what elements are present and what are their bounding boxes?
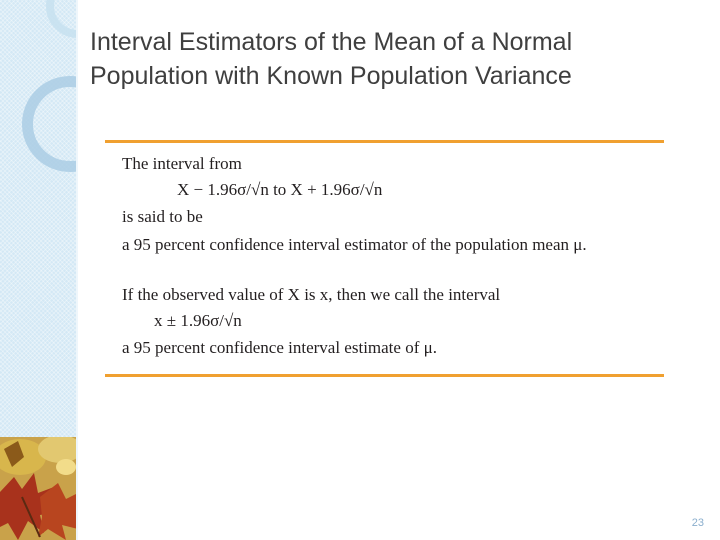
decorative-sidebar	[0, 0, 78, 540]
decorative-ring-large	[22, 76, 78, 172]
content-line-1: The interval from	[122, 154, 242, 173]
sidebar-edge	[76, 0, 78, 540]
top-divider	[105, 140, 664, 143]
content-line-4: a 95 percent confidence interval estimator of the population mean μ.	[122, 235, 587, 254]
content-line-7: a 95 percent confidence interval estimate of μ.	[122, 338, 437, 357]
content-line-5: If the observed value of X is x, then we call the interval	[122, 285, 501, 304]
decorative-ring-small	[46, 0, 78, 38]
autumn-leaves-image	[0, 437, 78, 540]
content-line-2: X − 1.96σ/√n to X + 1.96σ/√n	[177, 180, 383, 199]
slide-title: Interval Estimators of the Mean of a Normal Population with Known Population Variance	[90, 28, 573, 90]
page-number: 23	[691, 517, 704, 529]
content-line-6: x ± 1.96σ/√n	[154, 311, 242, 330]
content-line-3: is said to be	[122, 207, 203, 226]
bottom-divider	[105, 374, 664, 377]
